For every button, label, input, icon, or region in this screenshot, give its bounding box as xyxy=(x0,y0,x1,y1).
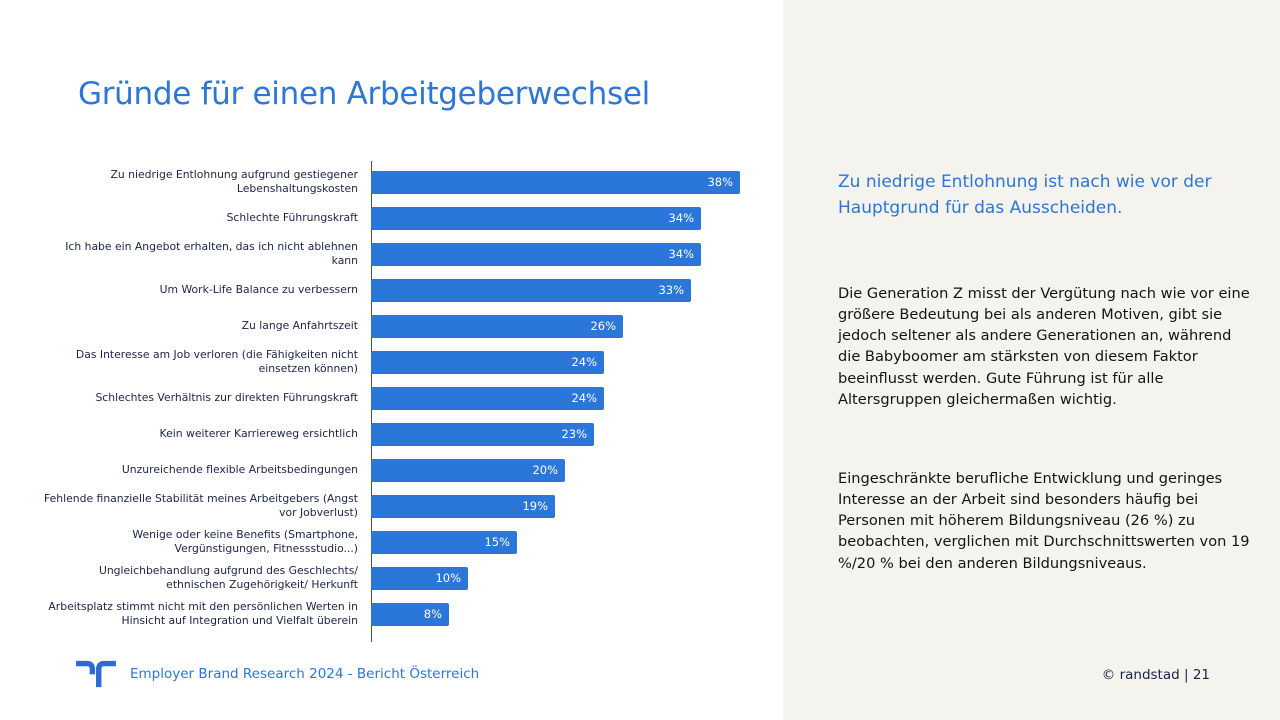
bar xyxy=(371,171,740,194)
category-label: Das Interesse am Job verloren (die Fähigkeiten nicht einsetzen können) xyxy=(75,348,358,375)
category-label: Kein weiterer Karriereweg ersichtlich xyxy=(159,427,358,441)
value-label: 38% xyxy=(707,175,733,189)
category-label: Arbeitsplatz stimmt nicht mit den persönlichen Werten in Hinsicht auf Integration und Vielfalt überein xyxy=(48,600,358,627)
category-label: Ungleichbehandlung aufgrund des Geschlechts/ ethnischen Zugehörigkeit/ Herkunft xyxy=(98,564,358,591)
chart-row xyxy=(40,236,755,272)
bar xyxy=(371,495,555,518)
bar-area xyxy=(371,423,755,446)
chart-row xyxy=(40,380,755,416)
chart-row xyxy=(40,524,755,560)
chart-row xyxy=(40,596,755,632)
chart-row xyxy=(40,164,755,200)
bar-area xyxy=(371,531,755,554)
category-label: Um Work-Life Balance zu verbessern xyxy=(159,283,358,297)
sidebar-paragraph: Eingeschränkte berufliche Entwicklung und geringes Interesse an der Arbeit sind besonders häufig bei Personen mit höherem Bildungsniveau (26 %) zu beobachten, verglichen mit Durchschnittswerten von 19 %/20 % bei den anderen Bildungsniveaus. xyxy=(838,470,1250,572)
chart-row xyxy=(40,560,755,596)
bar-chart xyxy=(40,164,755,632)
value-label: 10% xyxy=(435,571,461,585)
category-label: Ich habe ein Angebot erhalten, das ich nicht ablehnen kann xyxy=(65,240,358,267)
page-title: Gründe für einen Arbeitgeberwechsel xyxy=(78,75,650,112)
value-label: 19% xyxy=(522,499,548,513)
bar-area xyxy=(371,387,755,410)
bar-area xyxy=(371,243,755,266)
bar xyxy=(371,315,623,338)
value-label: 20% xyxy=(532,463,558,477)
chart-row xyxy=(40,272,755,308)
bar xyxy=(371,279,691,302)
value-label: 23% xyxy=(561,427,587,441)
category-label: Fehlende finanzielle Stabilität meines Arbeitgebers (Angst vor Jobverlust) xyxy=(44,492,358,519)
sidebar-heading: Zu niedrige Entlohnung ist nach wie vor der Hauptgrund für das Ausscheiden. xyxy=(838,172,1212,218)
value-label: 15% xyxy=(484,535,510,549)
category-label: Zu niedrige Entlohnung aufgrund gestiegener Lebenshaltungskosten xyxy=(110,168,358,195)
copyright-page-number: © randstad | 21 xyxy=(1101,667,1210,683)
bar xyxy=(371,243,701,266)
category-label: Schlechte Führungskraft xyxy=(226,211,358,225)
value-label: 26% xyxy=(590,319,616,333)
chart-rows xyxy=(40,164,755,632)
bar-area xyxy=(371,495,755,518)
bar-area xyxy=(371,351,755,374)
bar xyxy=(371,531,517,554)
value-label: 8% xyxy=(423,607,442,621)
sidebar-paragraph: Die Generation Z misst der Vergütung nach wie vor eine größere Bedeutung bei als anderen Motiven, gibt sie jedoch seltener als andere Generationen an, während die Babyboomer am stärksten von diesem Faktor beeinflusst werden. Gute Führung ist für alle Altersgruppen gleichermaßen wichtig. xyxy=(838,285,1250,408)
bar xyxy=(371,351,604,374)
footer-caption: Employer Brand Research 2024 - Bericht Österreich xyxy=(130,665,480,682)
bar-area xyxy=(371,459,755,482)
randstad-logo-icon xyxy=(75,659,117,688)
value-label: 24% xyxy=(571,355,597,369)
bar xyxy=(371,603,449,626)
category-label: Unzureichende flexible Arbeitsbedingungen xyxy=(121,463,358,477)
category-label: Schlechtes Verhältnis zur direkten Führungskraft xyxy=(95,391,358,405)
value-label: 24% xyxy=(571,391,597,405)
value-label: 34% xyxy=(668,211,694,225)
value-label: 34% xyxy=(668,247,694,261)
category-label: Zu lange Anfahrtszeit xyxy=(241,319,358,333)
bar-area xyxy=(371,279,755,302)
chart-row xyxy=(40,200,755,236)
category-label: Wenige oder keine Benefits (Smartphone, Vergünstigungen, Fitnessstudio...) xyxy=(132,528,358,555)
chart-row xyxy=(40,452,755,488)
bar xyxy=(371,387,604,410)
value-label: 33% xyxy=(658,283,684,297)
chart-row xyxy=(40,344,755,380)
bar-area xyxy=(371,207,755,230)
chart-row xyxy=(40,308,755,344)
bar xyxy=(371,423,594,446)
chart-row xyxy=(40,416,755,452)
bar-area xyxy=(371,171,755,194)
chart-row xyxy=(40,488,755,524)
bar-area xyxy=(371,603,755,626)
footer xyxy=(75,659,479,688)
bar xyxy=(371,459,565,482)
bar-area xyxy=(371,567,755,590)
bar xyxy=(371,567,468,590)
bar xyxy=(371,207,701,230)
bar-area xyxy=(371,315,755,338)
